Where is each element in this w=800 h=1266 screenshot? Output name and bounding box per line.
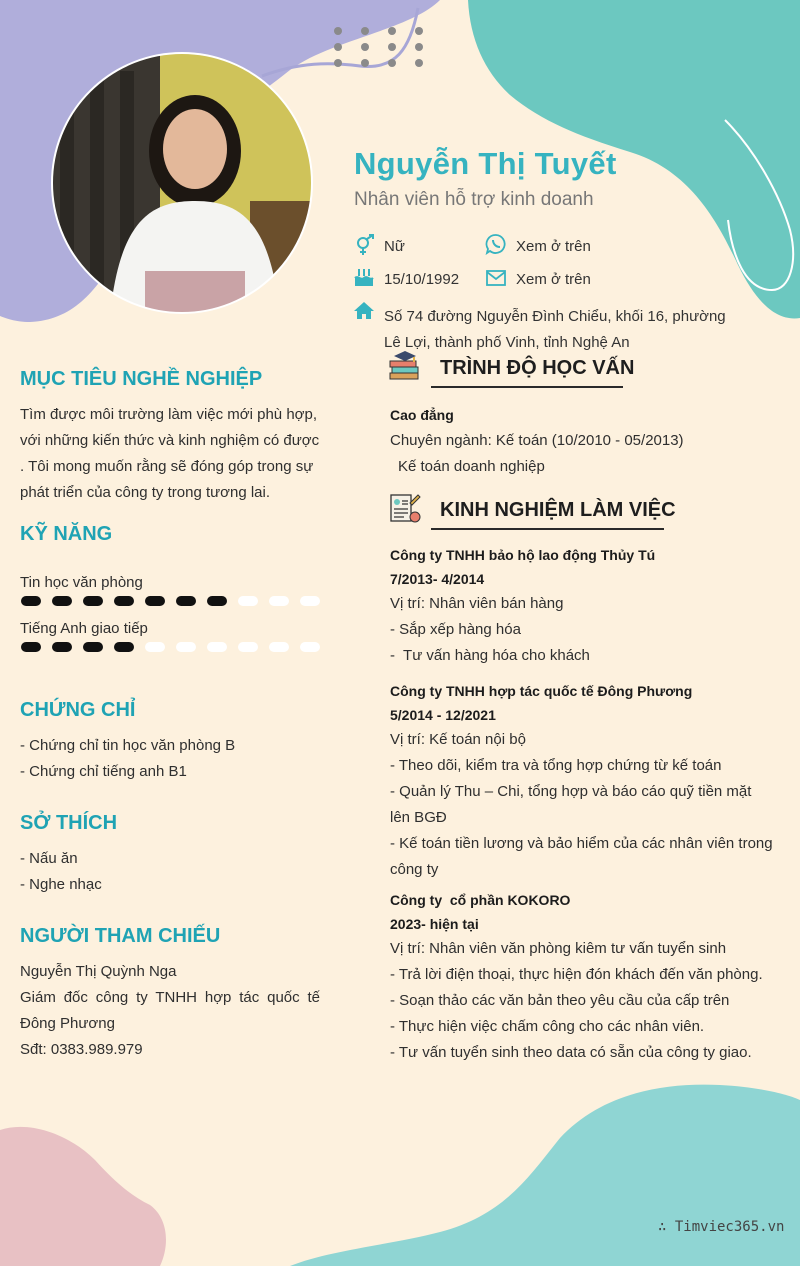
skill-segment-filled <box>114 596 134 606</box>
experience-title: KINH NGHIỆM LÀM VIỆC <box>440 499 676 521</box>
home-icon <box>353 300 375 322</box>
skill-segment-empty <box>300 596 320 606</box>
certificate-item: - Chứng chỉ tin học văn phòng B <box>20 737 236 754</box>
resume-icon <box>388 491 422 525</box>
whatsapp-icon <box>485 233 507 255</box>
job-line: - Tư vấn tuyển sinh theo data có sẵn của công ty giao. <box>390 1044 752 1061</box>
job-period: 7/2013- 4/2014 <box>390 571 485 587</box>
job-line: - Theo dõi, kiểm tra và tổng hợp chứng từ kế toán <box>390 757 722 774</box>
references-title: NGƯỜI THAM CHIẾU <box>20 925 221 947</box>
skill-bar <box>20 595 320 607</box>
gender-icon <box>354 234 376 256</box>
objective-line: . Tôi mong muốn rằng sẽ đóng góp trong sự <box>20 458 314 475</box>
job-line: - Tư vấn hàng hóa cho khách <box>390 647 590 664</box>
hobbies-title: SỞ THÍCH <box>20 812 118 834</box>
job-title: Nhân viên hỗ trợ kinh doanh <box>354 189 594 210</box>
education-details <box>390 402 790 480</box>
job-line: - Trả lời điện thoại, thực hiện đón khách đến văn phòng. <box>390 966 763 983</box>
skill-segment-filled <box>176 596 196 606</box>
envelope-icon <box>485 267 507 289</box>
skill-segment-filled <box>83 596 103 606</box>
gender-value: Nữ <box>384 238 405 255</box>
job-entry <box>390 543 790 669</box>
job-company: Công ty TNHH hợp tác quốc tế Đông Phương <box>390 683 693 699</box>
certificate-item: - Chứng chỉ tiếng anh B1 <box>20 763 187 780</box>
job-line: - Quản lý Thu – Chi, tổng hợp và báo cáo quỹ tiền mặt <box>390 783 752 800</box>
job-company: Công ty TNHH bảo hộ lao động Thủy Tú <box>390 547 656 563</box>
job-entry <box>390 888 790 1066</box>
job-line: công ty <box>390 861 439 878</box>
job-line: Vị trí: Nhân viên văn phòng kiêm tư vấn tuyển sinh <box>390 940 727 957</box>
education-major: Chuyên ngành: Kế toán (10/2010 - 05/2013) <box>390 432 684 449</box>
email-value: Xem ở trên <box>516 271 591 288</box>
education-specialty: Kế toán doanh nghiệp <box>398 458 545 475</box>
skill-segment-filled <box>83 642 103 652</box>
phone-value: Xem ở trên <box>516 238 591 255</box>
education-underline <box>431 386 623 388</box>
objective-line: với những kiến thức và kinh nghiệm có được <box>20 432 320 449</box>
job-period: 5/2014 - 12/2021 <box>390 707 496 723</box>
objective-title: MỤC TIÊU NGHỀ NGHIỆP <box>20 368 263 390</box>
books-icon <box>388 349 422 383</box>
address-value <box>384 304 726 356</box>
reference-position: Đông Phương <box>20 1015 115 1032</box>
teal-blob-bottom <box>290 1085 800 1266</box>
skill-segment-empty <box>269 596 289 606</box>
skill-segment-filled <box>114 642 134 652</box>
skill-segment-filled <box>207 596 227 606</box>
objective-text <box>20 402 320 506</box>
skill-segment-filled <box>52 596 72 606</box>
references-text <box>20 959 320 1063</box>
certificates-list <box>20 733 320 785</box>
education-title: TRÌNH ĐỘ HỌC VẤN <box>440 357 635 379</box>
job-line: - Soạn thảo các văn bản theo yêu cầu của cấp trên <box>390 992 730 1009</box>
certificates-title: CHỨNG CHỈ <box>20 699 136 721</box>
skill-bar <box>20 641 320 653</box>
objective-line: Tìm được môi trường làm việc mới phù hợp, <box>20 406 318 423</box>
hobbies-list <box>20 846 320 898</box>
pink-blob <box>0 1127 166 1266</box>
job-line: lên BGĐ <box>390 809 447 826</box>
job-period: 2023- hiện tại <box>390 916 479 932</box>
cake-icon <box>353 266 375 288</box>
reference-phone: Sđt: 0383.989.979 <box>20 1041 143 1058</box>
objective-line: phát triển của công ty trong tương lai. <box>20 484 271 501</box>
skill-name: Tin học văn phòng <box>20 574 143 591</box>
reference-name: Nguyễn Thị Quỳnh Nga <box>20 963 177 980</box>
reference-position: Giám đốc công ty TNHH hợp tác quốc tế <box>20 989 320 1006</box>
hobby-item: - Nghe nhạc <box>20 876 102 893</box>
skill-segment-filled <box>52 642 72 652</box>
job-line: Vị trí: Nhân viên bán hàng <box>390 595 564 612</box>
hobby-item: - Nấu ăn <box>20 850 78 867</box>
job-line: - Thực hiện việc chấm công cho các nhân viên. <box>390 1018 705 1035</box>
skill-segment-filled <box>145 596 165 606</box>
profile-photo <box>50 51 314 315</box>
skill-segment-empty <box>238 642 258 652</box>
job-company: Công ty cổ phần KOKORO <box>390 892 571 908</box>
job-line: - Kế toán tiền lương và bảo hiểm của các nhân viên trong <box>390 835 773 852</box>
skill-segment-empty <box>300 642 320 652</box>
watermark: ∴ Timviec365.vn <box>658 1219 785 1235</box>
job-line: - Sắp xếp hàng hóa <box>390 621 521 638</box>
skill-segment-filled <box>21 642 41 652</box>
job-entry <box>390 679 790 883</box>
job-line: Vị trí: Kế toán nội bộ <box>390 731 526 748</box>
education-degree: Cao đẳng <box>390 407 454 423</box>
skill-segment-empty <box>238 596 258 606</box>
birthdate-value: 15/10/1992 <box>384 271 460 288</box>
skill-segment-empty <box>269 642 289 652</box>
skill-name: Tiếng Anh giao tiếp <box>20 620 148 637</box>
address-line-2: Lê Lợi, thành phố Vinh, tỉnh Nghệ An <box>384 334 630 351</box>
skills-title: KỸ NĂNG <box>20 523 113 545</box>
experience-underline <box>431 528 664 530</box>
skill-segment-empty <box>145 642 165 652</box>
skill-segment-empty <box>176 642 196 652</box>
candidate-name: Nguyễn Thị Tuyết <box>354 146 617 181</box>
skill-segment-filled <box>21 596 41 606</box>
skill-segment-empty <box>207 642 227 652</box>
address-line-1: Số 74 đường Nguyễn Đình Chiểu, khối 16, phường <box>384 308 726 325</box>
